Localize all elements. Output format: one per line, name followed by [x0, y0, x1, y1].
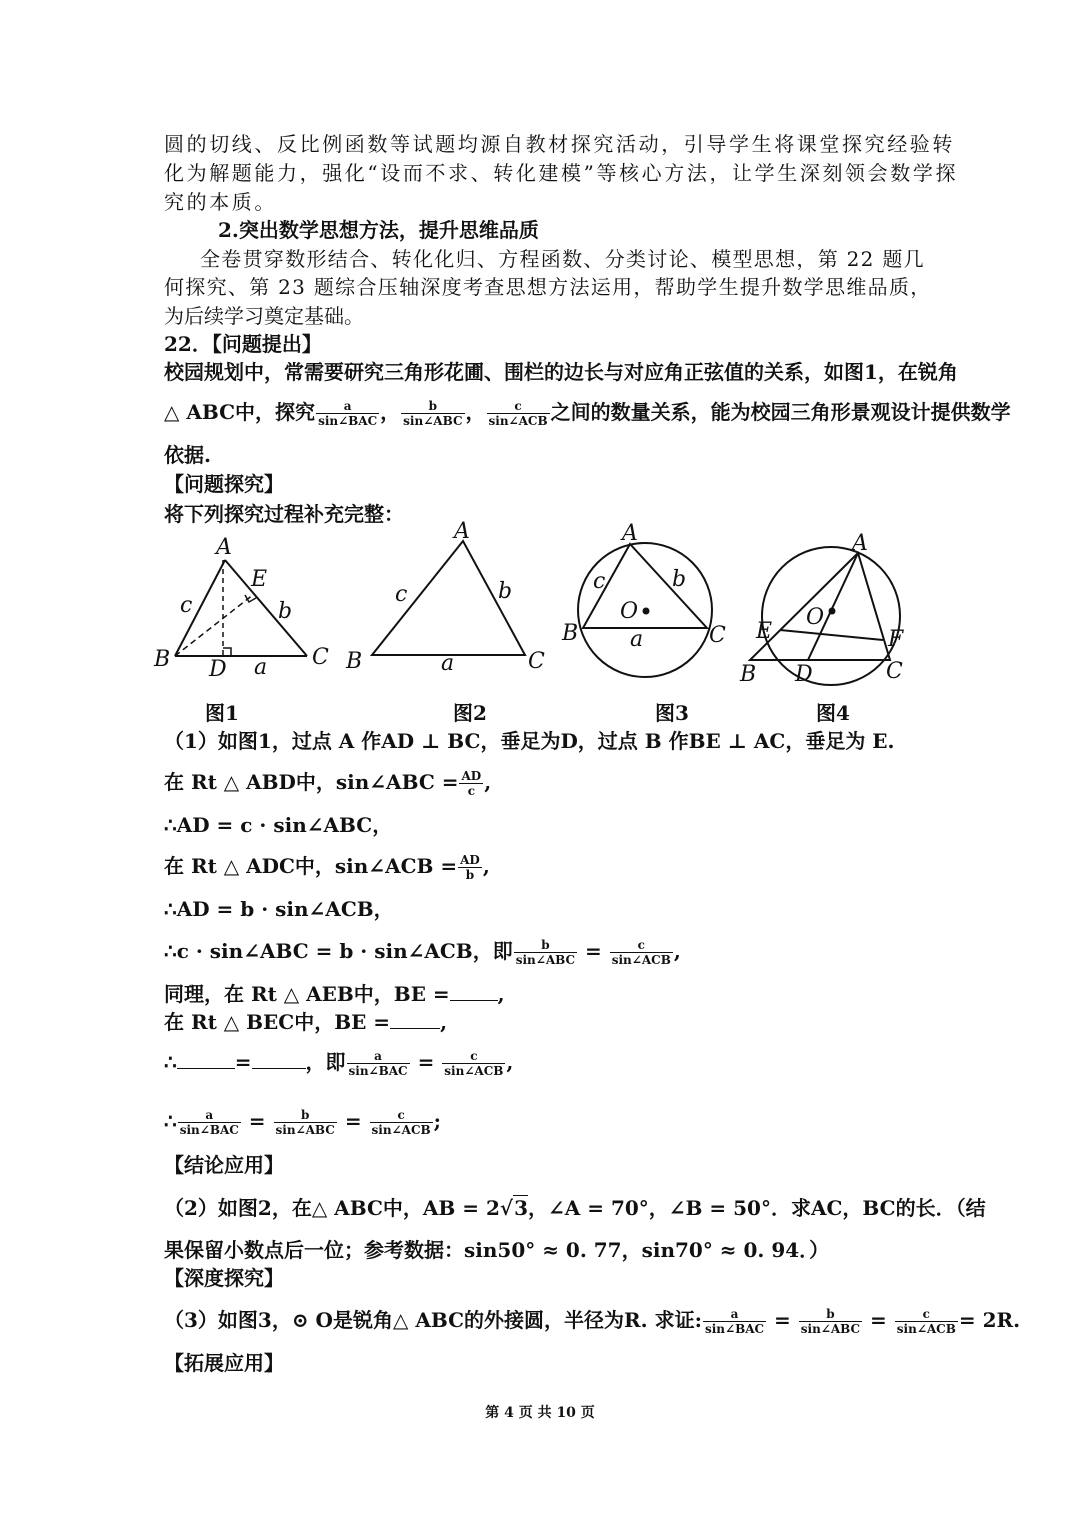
- fraction-c-sinACB: c sin∠ACB: [488, 399, 548, 428]
- fraction-c-sinACB: c sin∠ACB: [611, 938, 671, 967]
- intro-line-5: 何探究、第 23 题综合压轴深度考查思想方法运用，帮助学生提升数学思维品质，: [164, 275, 932, 299]
- figures: [150, 518, 920, 693]
- fraction-a-sinBAC: a sin∠BAC: [318, 399, 378, 428]
- section-problem-exploration: 【问题探究】: [164, 472, 284, 496]
- fig2-label: C: [528, 649, 545, 674]
- question-2-line-1: （2）如图2，在△ ABC中，AB = 2√3，∠A = 70°，∠B = 50°．求AC，BC的长．（结: [164, 1196, 986, 1220]
- step-1-line-7: 同理，在 Rt △ AEB中，BE = ,: [164, 982, 505, 1006]
- fraction-c-sinACB: c sin∠ACB: [371, 1108, 431, 1137]
- figure-3-labels: [561, 521, 726, 652]
- fig2-label: b: [498, 579, 513, 604]
- fig4-label: E: [756, 619, 773, 644]
- fig4-label: O: [806, 605, 825, 630]
- fig2-label: A: [454, 519, 470, 544]
- fig4-label: F: [888, 627, 904, 652]
- question-3-text: （3）如图3，⊙ O是锐角△ ABC的外接圆，半径为R. 求证:: [164, 1308, 702, 1332]
- fraction-AD-c: $\frac{AD}{c}$: [461, 769, 482, 798]
- section-extension-application: 【拓展应用】: [164, 1351, 284, 1375]
- question-2-line-2: 果保留小数点后一位；参考数据：sin50° ≈ 0. 77，sin70° ≈ 0. 94．）: [164, 1238, 830, 1262]
- figure-4-caption: 图4: [816, 701, 850, 725]
- question-header: [164, 330, 322, 358]
- question-3-result: = 2R.: [958, 1308, 1021, 1332]
- step-1: （1）如图1，过点 A 作AD ⊥ BC，垂足为D，过点 B 作BE ⊥ AC，垂足为 E.: [164, 729, 895, 753]
- step-1-line-3: ∴AD = c · sin∠ABC，: [164, 813, 393, 837]
- answer-blank[interactable]: [177, 1050, 235, 1069]
- question-2-text-b: ，∠A = 70°，∠B = 50°．求AC，BC的长．（结: [528, 1196, 986, 1220]
- step-1-line-2: 在 Rt △ ABD中，sin∠ABC = $\frac{AD}{c}$ ,: [164, 769, 492, 798]
- fig2-label: a: [441, 651, 455, 676]
- page-footer: 第 4 页 共 10 页: [485, 1405, 595, 1421]
- fig4-label: B: [740, 662, 757, 687]
- step-1-line-4-text: 在 Rt △ ADC中，sin∠ACB =: [164, 854, 458, 878]
- intro-line-4: 全卷贯穿数形结合、转化化归、方程函数、分类讨论、模型思想，第 22 题几: [200, 247, 925, 271]
- fraction-c-sinACB: c sin∠ACB: [444, 1049, 504, 1078]
- exploration-intro: 将下列探究过程补充完整：: [164, 502, 404, 526]
- question-2-text-a: （2）如图2，在△ ABC中，AB = 2: [164, 1196, 500, 1220]
- fig3-label: c: [593, 569, 606, 594]
- fig3-label: B: [562, 621, 579, 646]
- fig2-label: c: [395, 582, 408, 607]
- fig1-label: a: [254, 655, 268, 680]
- section-problem-proposal: 【问题提出】: [211, 332, 322, 356]
- fraction-b-sinABC: b sin∠ABC: [800, 1307, 861, 1336]
- fig3-label: b: [672, 567, 687, 592]
- question-number: 22．: [164, 332, 212, 356]
- step-1-line-6: ∴c · sin∠ABC = b · sin∠ACB，即 b sin∠ABC = c sin∠ACB ,: [164, 938, 681, 967]
- fig1-label: c: [180, 593, 193, 618]
- fraction-a-sinBAC: a sin∠BAC: [704, 1307, 765, 1336]
- fraction-a-sinBAC: a sin∠BAC: [179, 1108, 239, 1137]
- fig1-label: D: [209, 657, 227, 682]
- fraction-c-sinACB: c sin∠ACB: [896, 1307, 956, 1336]
- fig4-label: C: [886, 659, 903, 684]
- problem-text-1: 校园规划中，常需要研究三角形花圃、围栏的边长与对应角正弦值的关系，如图1，在锐角: [164, 360, 958, 384]
- figure-1-caption: 图1: [205, 701, 239, 725]
- fig2-label: B: [346, 649, 363, 674]
- figure-4: [750, 547, 900, 685]
- section-deep-exploration: 【深度探究】: [164, 1266, 284, 1290]
- intro-line-3: 究的本质。: [164, 190, 277, 214]
- fig3-label: a: [630, 627, 644, 652]
- problem-text-2-pre: △ ABC中，探究: [164, 400, 316, 424]
- intro-line-6: 为后续学习奠定基础。: [164, 304, 364, 328]
- figure-3: [578, 543, 712, 677]
- step-1-conclusion: ∴ a sin∠BAC = b sin∠ABC = c sin∠ACB ;: [164, 1108, 442, 1137]
- fig3-label: A: [622, 521, 638, 546]
- intro-line-2: 化为解题能力，强化“设而不求、转化建模”等核心方法，让学生深刻领会数学探: [164, 161, 959, 185]
- fig1-label: b: [278, 599, 293, 624]
- step-1-line-9-text: ，即: [305, 1050, 346, 1074]
- step-1-line-5: ∴AD = b · sin∠ACB，: [164, 897, 394, 921]
- step-1-line-8: 在 Rt △ BEC中，BE = ,: [164, 1010, 448, 1034]
- step-1-line-7-text: 同理，在 Rt △ AEB中，BE =: [164, 982, 450, 1006]
- step-1-line-9: ∴ = ，即 a sin∠BAC = c sin∠ACB ,: [164, 1049, 514, 1078]
- figure-1-labels: [153, 535, 329, 682]
- figure-3-caption: 图3: [655, 701, 689, 725]
- step-1-line-2-text: 在 Rt △ ABD中，sin∠ABC =: [164, 770, 459, 794]
- figure-2-caption: 图2: [453, 701, 487, 725]
- question-3: （3）如图3，⊙ O是锐角△ ABC的外接圆，半径为R. 求证: a sin∠BAC = b sin∠ABC = c sin∠ACB = 2R.: [164, 1307, 1021, 1336]
- problem-text-2: △ ABC中，探究 a sin∠BAC ， b sin∠ABC ， c sin∠ACB 之间的数量关系，能为校园三角形景观设计提供数学: [164, 399, 1011, 428]
- step-1-line-4: 在 Rt △ ADC中，sin∠ACB = $\frac{AD}{b}$ ,: [164, 853, 490, 882]
- fig3-label: O: [620, 599, 639, 624]
- fig1-label: E: [251, 567, 268, 592]
- fig4-label: A: [852, 531, 868, 556]
- section-heading: 2.突出数学思想方法，提升思维品质: [218, 218, 539, 242]
- fig1-label: A: [216, 535, 232, 560]
- step-1-line-8-text: 在 Rt △ BEC中，BE =: [164, 1010, 391, 1034]
- fig1-label: C: [312, 645, 329, 670]
- section-conclusion-application: 【结论应用】: [164, 1153, 284, 1177]
- answer-blank[interactable]: [450, 982, 498, 1001]
- answer-blank[interactable]: [390, 1010, 440, 1029]
- fig3-label: C: [709, 623, 726, 648]
- fraction-b-sinABC: b sin∠ABC: [275, 1108, 335, 1137]
- fig4-label: D: [795, 662, 813, 687]
- problem-text-2-post: 之间的数量关系，能为校园三角形景观设计提供数学: [550, 400, 1011, 424]
- fraction-AD-b: $\frac{AD}{b}$: [460, 853, 480, 882]
- figure-4-labels: [739, 531, 904, 687]
- answer-blank[interactable]: [252, 1050, 306, 1069]
- fraction-b-sinABC: b sin∠ABC: [403, 399, 463, 428]
- fraction-b-sinABC: b sin∠ABC: [515, 938, 576, 967]
- intro-line-1: 圆的切线、反比例函数等试题均源自教材探究活动，引导学生将课堂探究经验转: [164, 132, 955, 156]
- fig1-label: B: [154, 647, 171, 672]
- step-1-line-6-text: ∴c · sin∠ABC = b · sin∠ACB，即: [164, 939, 513, 963]
- fraction-a-sinBAC: a sin∠BAC: [348, 1049, 408, 1078]
- problem-text-3: 依据.: [164, 443, 211, 467]
- sqrt-value: 3: [514, 1196, 528, 1220]
